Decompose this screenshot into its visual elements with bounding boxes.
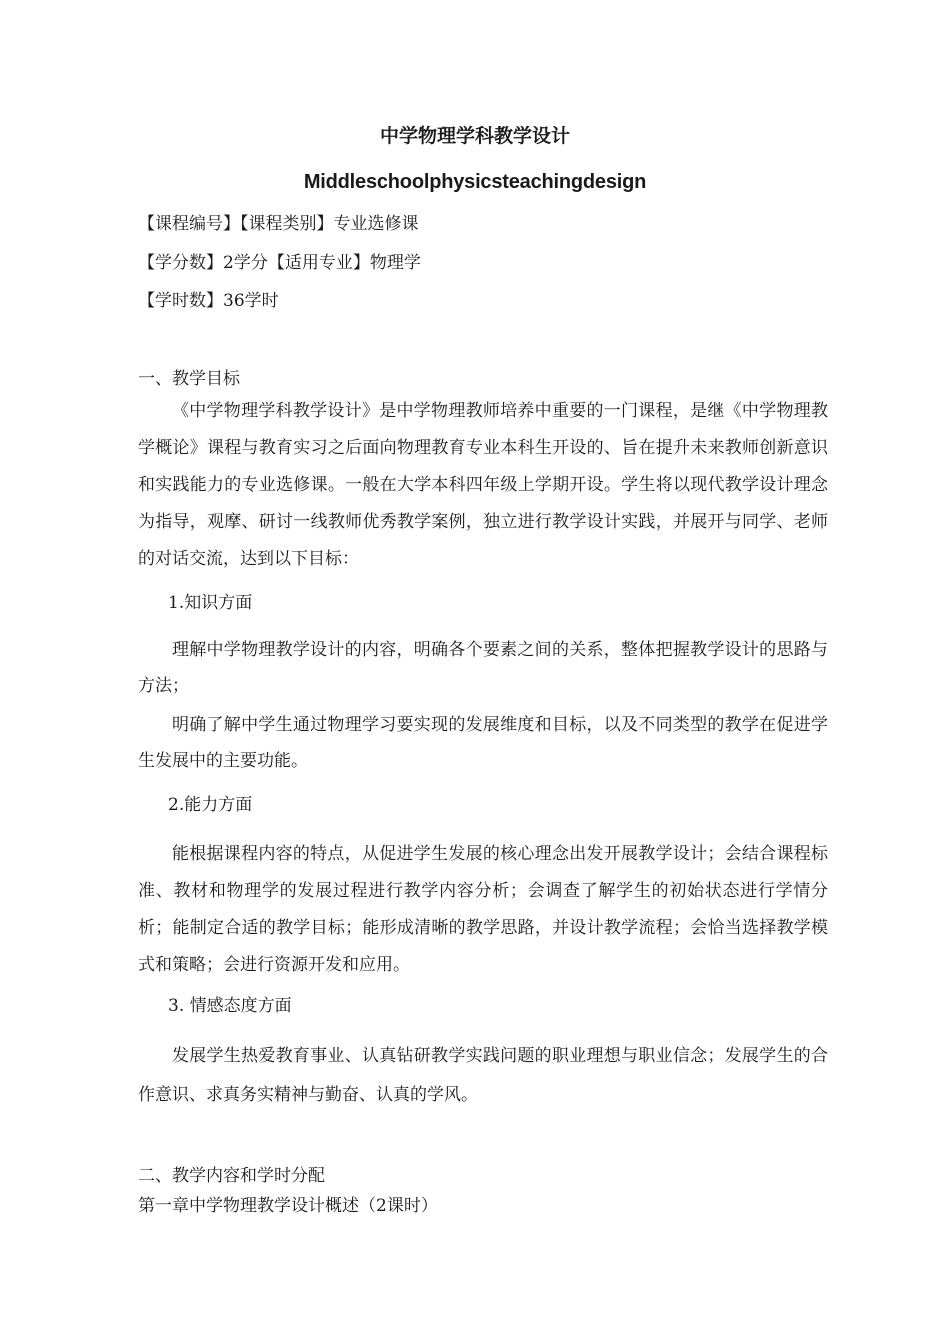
attitude-heading: 3. 情感态度方面	[168, 996, 292, 1016]
objectives-intro-paragraph: 《中学物理学科教学设计》是中学物理教师培养中重要的一门课程，是继《中学物理教学概论》课程与教育实习之后面向物理教育专业本科生开设的、旨在提升未来教师创新意识和实践能力的专业选修课。一般在大学本科四年级上学期开设。学生将以现代教学设计理念为指导，观摩、研讨一线教师优秀教学案例，独立进行教学设计实践，并展开与同学、老师的对话交流，达到以下目标：	[138, 401, 828, 569]
knowledge-paragraph-1: 理解中学物理教学设计的内容，明确各个要素之间的关系，整体把握教学设计的思路与方法；	[138, 640, 828, 696]
course-info-line-2: 【学分数】2学分【适用专业】物理学	[138, 253, 421, 273]
section-heading-content: 二、教学内容和学时分配	[138, 1166, 325, 1186]
knowledge-heading: 1.知识方面	[168, 593, 253, 613]
ability-paragraph: 能根据课程内容的特点，从促进学生发展的核心理念出发开展教学设计；会结合课程标准、教材和物理学的发展过程进行教学内容分析；会调查了解学生的初始状态进行学情分析；能制定合适的教学目标；能形成清晰的教学思路，并设计教学流程；会恰当选择教学模式和策略；会进行资源开发和应用。	[138, 844, 828, 975]
document-title-chinese: 中学物理学科教学设计	[379, 125, 570, 147]
chapter-1-title: 第一章中学物理教学设计概述（2课时）	[138, 1196, 438, 1216]
course-info-line-1: 【课程编号】【课程类别】专业选修课	[138, 214, 419, 234]
course-info-line-3: 【学时数】36学时	[138, 291, 279, 311]
ability-heading: 2.能力方面	[168, 795, 253, 815]
attitude-paragraph: 发展学生热爱教育事业、认真钻研教学实践问题的职业理想与职业信念；发展学生的合作意识、求真务实精神与勤奋、认真的学风。	[138, 1046, 828, 1105]
knowledge-paragraph-2: 明确了解中学生通过物理学习要实现的发展维度和目标，以及不同类型的教学在促进学生发展中的主要功能。	[138, 715, 828, 771]
document-title-english: Middleschoolphysicsteachingdesign	[303, 171, 647, 193]
section-heading-objectives: 一、教学目标	[138, 369, 240, 389]
